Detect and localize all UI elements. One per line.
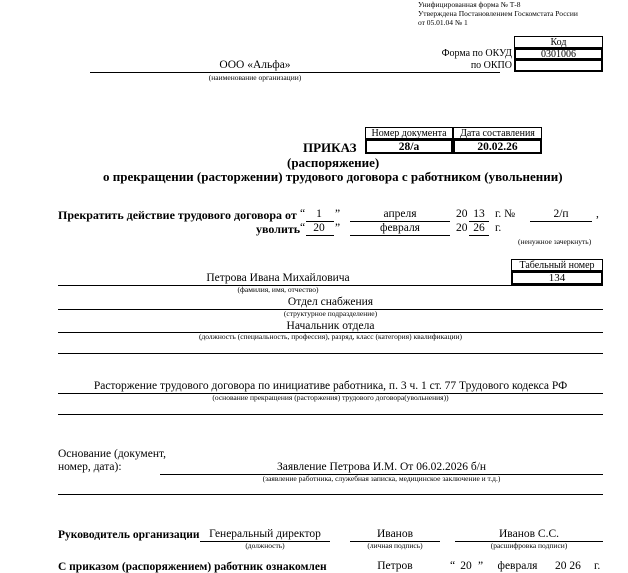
dismiss-month-line bbox=[350, 235, 450, 236]
contract-day: 1 bbox=[316, 208, 322, 220]
department-caption: (структурное подразделение) bbox=[283, 309, 378, 318]
order-subject: о прекращении (расторжении) трудового договора с работником (увольнении) bbox=[103, 169, 563, 184]
code-header: Код bbox=[514, 36, 603, 48]
employee-name: Петрова Ивана Михайловича bbox=[206, 272, 350, 284]
form-reference-line-1: Унифицированная форма № Т-8 bbox=[418, 0, 521, 9]
contract-number: 2/п bbox=[553, 208, 569, 220]
dismiss-year: 26 bbox=[473, 222, 485, 234]
dismiss-label: уволить bbox=[256, 222, 301, 236]
contract-comma: , bbox=[596, 208, 599, 220]
department: Отдел снабжения bbox=[287, 296, 374, 308]
employee-name-caption: (фамилия, имя, отчество) bbox=[237, 285, 319, 294]
organization-caption: (наименование организации) bbox=[208, 73, 302, 82]
basis-extra-line bbox=[58, 494, 603, 495]
termination-reason-caption: (основание прекращения (расторжения) трудового договора(увольнения)) bbox=[212, 393, 449, 402]
tab-number-header: Табельный номер bbox=[511, 259, 603, 271]
page-title: ПРИКАЗ bbox=[303, 140, 357, 155]
position-caption: (должность (специальность, профессия), разряд, класс (категория) квалификации) bbox=[198, 332, 463, 341]
form-reference-line-2: Утверждена Постановлением Госкомстата России bbox=[418, 9, 578, 18]
head-signature: Иванов bbox=[376, 528, 414, 540]
tab-number: 134 bbox=[511, 271, 603, 285]
close-quote: ” bbox=[335, 208, 341, 220]
doc-number: 28/а bbox=[365, 139, 453, 154]
head-decode-caption: (расшифровка подписи) bbox=[490, 541, 568, 550]
okpo-code bbox=[514, 59, 603, 72]
page-subtitle: (распоряжение) bbox=[287, 155, 380, 170]
head-signature-caption: (личная подпись) bbox=[367, 541, 423, 550]
dismiss-year-prefix: 20 bbox=[456, 222, 468, 234]
dismiss-year-suffix: г. bbox=[495, 222, 502, 234]
head-position-caption: (должность) bbox=[245, 541, 285, 550]
head-position: Генеральный директор bbox=[209, 528, 321, 540]
okud-code: 0301006 bbox=[514, 48, 603, 60]
okpo-label: по ОКПО bbox=[470, 60, 512, 71]
open-quote: “ bbox=[300, 208, 306, 220]
termination-reason: Расторжение трудового договора по инициативе работника, п. 3 ч. 1 ст. 77 Трудового кодекса РФ bbox=[93, 380, 568, 392]
contract-number-line bbox=[530, 221, 592, 222]
contract-number-label: г. № bbox=[495, 208, 516, 220]
terminate-label: Прекратить действие трудового договора от bbox=[58, 208, 297, 222]
basis-document: Заявление Петрова И.М. От 06.02.2026 б/н bbox=[276, 461, 487, 473]
organization-name: ООО «Альфа» bbox=[219, 59, 291, 71]
dismiss-day-line bbox=[306, 235, 334, 236]
dismiss-open-quote: “ bbox=[300, 222, 306, 234]
doc-number-header: Номер документа bbox=[365, 127, 453, 139]
doc-date-header: Дата составления bbox=[453, 127, 542, 139]
okud-label: Форма по ОКУД bbox=[441, 48, 512, 59]
ack-signature: Петров bbox=[377, 560, 413, 572]
ack-month: февраля bbox=[497, 560, 538, 572]
dismiss-close-quote: ” bbox=[335, 222, 341, 234]
ack-open-quote: “ bbox=[450, 560, 456, 572]
doc-date: 20.02.26 bbox=[453, 139, 542, 154]
dismiss-day: 20 bbox=[313, 222, 325, 234]
head-decode: Иванов С.С. bbox=[499, 528, 559, 540]
contract-month: апреля bbox=[383, 208, 417, 220]
basis-caption: (заявление работника, служебная записка, медицинское заключение и т.д.) bbox=[262, 474, 501, 483]
dismiss-month: февраля bbox=[380, 222, 420, 234]
dismiss-year-line bbox=[469, 235, 489, 236]
ack-year-suffix: г. bbox=[594, 560, 601, 572]
contract-year: 13 bbox=[473, 208, 485, 220]
ack-close-quote: ” bbox=[478, 560, 484, 572]
strike-note: (ненужное зачеркнуть) bbox=[518, 237, 592, 246]
ack-year: 20 26 bbox=[555, 560, 581, 572]
head-label: Руководитель организации bbox=[58, 529, 200, 541]
contract-year-prefix: 20 bbox=[456, 208, 468, 220]
reason-extra-line bbox=[58, 414, 603, 415]
form-reference-line-3: от 05.01.04 № 1 bbox=[418, 18, 468, 27]
position-extra-line bbox=[58, 353, 603, 354]
position: Начальник отдела bbox=[286, 320, 375, 332]
ack-day: 20 bbox=[460, 560, 472, 572]
basis-label-1: Основание (документ, bbox=[58, 448, 167, 460]
ack-label: С приказом (распоряжением) работник ознакомлен bbox=[58, 561, 327, 573]
basis-label-2: номер, дата): bbox=[58, 461, 122, 473]
